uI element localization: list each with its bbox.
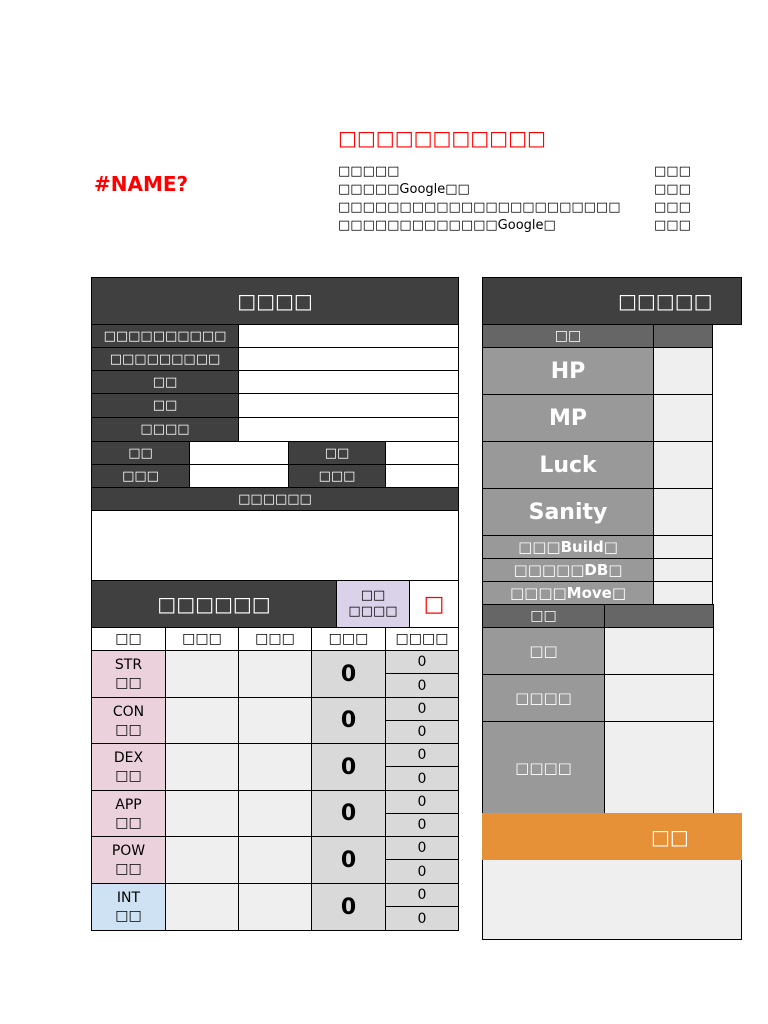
sub-row-2-value[interactable] bbox=[604, 674, 714, 722]
stat-half-app: 0 bbox=[385, 790, 459, 814]
stat-fifth-int: 0 bbox=[385, 906, 459, 931]
stat-bonus-dex[interactable] bbox=[238, 743, 312, 791]
stat-code: POW bbox=[111, 843, 146, 859]
move-value[interactable] bbox=[653, 581, 713, 605]
stat-label-str bbox=[91, 650, 166, 698]
derived-header-text: □□□□□ bbox=[618, 289, 713, 313]
stat-label-int bbox=[91, 883, 166, 931]
pair-label-1a: □□ bbox=[91, 441, 190, 465]
header-note-2: □□□□□Google□□ bbox=[338, 182, 470, 197]
sub-row-1-label: □□ bbox=[482, 627, 605, 675]
sub-row-2-label: □□□□ bbox=[482, 674, 605, 722]
stat-code: CON bbox=[112, 703, 145, 720]
option-label-line2: □□□□ bbox=[348, 604, 398, 619]
col-header-3: □□□ bbox=[238, 627, 312, 651]
derived-col-label: □□ bbox=[482, 324, 654, 348]
pair-field-1a[interactable] bbox=[189, 441, 289, 465]
col-header-1: □□ bbox=[91, 627, 166, 651]
notes-header: □□□□□□ bbox=[91, 487, 459, 511]
option-label-line1: □□ bbox=[360, 588, 386, 603]
mp-value[interactable] bbox=[653, 394, 713, 442]
right-note-3: □□□ bbox=[654, 200, 691, 215]
sub-row-3-label: □□□□ bbox=[482, 721, 605, 814]
stat-fifth-pow: 0 bbox=[385, 859, 459, 884]
move-label: □□□□Move□ bbox=[482, 581, 654, 605]
stat-label-pow bbox=[91, 836, 166, 884]
sanity-value[interactable] bbox=[653, 488, 713, 536]
stat-half-pow: 0 bbox=[385, 836, 459, 860]
mp-label: MP bbox=[482, 394, 654, 442]
stat-base-con[interactable] bbox=[165, 697, 239, 744]
profile-header: □□□□ bbox=[91, 277, 459, 325]
sub-row-1-value[interactable] bbox=[604, 627, 714, 675]
profile-field-3[interactable] bbox=[238, 370, 459, 394]
stat-name: □□ bbox=[115, 814, 142, 831]
stat-bonus-int[interactable] bbox=[238, 883, 312, 931]
profile-field-2[interactable] bbox=[238, 347, 459, 371]
sub-header-value bbox=[604, 604, 714, 628]
stat-half-str: 0 bbox=[385, 650, 459, 674]
sub-header: □□ bbox=[482, 604, 605, 628]
stat-label-con bbox=[91, 697, 166, 744]
profile-field-5[interactable] bbox=[238, 417, 459, 442]
derived-header bbox=[482, 277, 742, 325]
notes-area[interactable] bbox=[91, 510, 459, 581]
stat-total-int: 0 bbox=[311, 883, 386, 931]
stat-half-int: 0 bbox=[385, 883, 459, 907]
stat-total-pow: 0 bbox=[311, 836, 386, 884]
profile-field-1[interactable] bbox=[238, 324, 459, 348]
name-error: #NAME? bbox=[94, 172, 189, 196]
option-value[interactable]: □ bbox=[409, 580, 459, 628]
stat-total-con: 0 bbox=[311, 697, 386, 744]
profile-label-2: □□□□□□□□□ bbox=[91, 347, 239, 371]
profile-label-3: □□ bbox=[91, 370, 239, 394]
right-note-1: □□□ bbox=[654, 164, 691, 179]
orange-body[interactable] bbox=[482, 860, 742, 940]
stat-base-dex[interactable] bbox=[165, 743, 239, 791]
pair-label-2b: □□□ bbox=[288, 464, 386, 488]
pair-label-1b: □□ bbox=[288, 441, 386, 465]
stat-fifth-con: 0 bbox=[385, 720, 459, 744]
stat-bonus-con[interactable] bbox=[238, 697, 312, 744]
option-label bbox=[336, 580, 410, 628]
hp-label: HP bbox=[482, 347, 654, 395]
stat-base-app[interactable] bbox=[165, 790, 239, 837]
right-note-2: □□□ bbox=[654, 182, 691, 197]
profile-label-5: □□□□ bbox=[91, 417, 239, 442]
profile-label-4: □□ bbox=[91, 393, 239, 418]
header-note-1: □□□□□ bbox=[338, 164, 400, 179]
stat-name: □□ bbox=[115, 861, 142, 877]
stat-name: □□ bbox=[115, 768, 142, 784]
stat-code: INT bbox=[116, 890, 141, 906]
stat-label-app bbox=[91, 790, 166, 837]
orange-header-text: □□ bbox=[651, 825, 689, 849]
stat-bonus-pow[interactable] bbox=[238, 836, 312, 884]
pair-label-2a: □□□ bbox=[91, 464, 190, 488]
right-panel-clip bbox=[482, 277, 713, 930]
stat-name: □□ bbox=[115, 908, 142, 924]
stat-base-str[interactable] bbox=[165, 650, 239, 698]
sanity-label: Sanity bbox=[482, 488, 654, 536]
stat-fifth-dex: 0 bbox=[385, 766, 459, 791]
stat-bonus-app[interactable] bbox=[238, 790, 312, 837]
stat-bonus-str[interactable] bbox=[238, 650, 312, 698]
orange-header bbox=[482, 813, 742, 861]
build-value[interactable] bbox=[653, 535, 713, 559]
stat-base-int[interactable] bbox=[165, 883, 239, 931]
right-note-4: □□□ bbox=[654, 218, 691, 233]
stat-label-dex bbox=[91, 743, 166, 791]
sub-row-3-value[interactable] bbox=[604, 721, 714, 814]
stat-total-app: 0 bbox=[311, 790, 386, 837]
db-label: □□□□□DB□ bbox=[482, 558, 654, 582]
stat-fifth-app: 0 bbox=[385, 813, 459, 837]
derived-col-value bbox=[653, 324, 713, 348]
db-value[interactable] bbox=[653, 558, 713, 582]
profile-field-4[interactable] bbox=[238, 393, 459, 418]
luck-value[interactable] bbox=[653, 441, 713, 489]
stat-total-str: 0 bbox=[311, 650, 386, 698]
col-header-4: □□□ bbox=[311, 627, 386, 651]
stat-name: □□ bbox=[115, 721, 142, 738]
stat-half-dex: 0 bbox=[385, 743, 459, 767]
stat-fifth-str: 0 bbox=[385, 673, 459, 698]
hp-value[interactable] bbox=[653, 347, 713, 395]
stat-half-con: 0 bbox=[385, 697, 459, 721]
stat-base-pow[interactable] bbox=[165, 836, 239, 884]
col-header-5: □□□□ bbox=[385, 627, 459, 651]
stat-code: STR bbox=[114, 657, 143, 673]
sheet-title: □□□□□□□□□□□ bbox=[338, 126, 546, 150]
pair-field-1b[interactable] bbox=[385, 441, 459, 465]
header-note-3: □□□□□□□□□□□□□□□□□□□□□□□ bbox=[338, 200, 621, 215]
pair-field-2a[interactable] bbox=[189, 464, 289, 488]
build-label: □□□Build□ bbox=[482, 535, 654, 559]
stat-code: APP bbox=[115, 796, 142, 813]
col-header-2: □□□ bbox=[165, 627, 239, 651]
pair-field-2b[interactable] bbox=[385, 464, 459, 488]
profile-label-1: □□□□□□□□□□ bbox=[91, 324, 239, 348]
stat-name: □□ bbox=[115, 675, 142, 691]
stat-total-dex: 0 bbox=[311, 743, 386, 791]
header-note-4: □□□□□□□□□□□□□Google□ bbox=[338, 218, 556, 233]
luck-label: Luck bbox=[482, 441, 654, 489]
abilities-header: □□□□□□ bbox=[91, 580, 337, 628]
stat-code: DEX bbox=[113, 750, 144, 766]
